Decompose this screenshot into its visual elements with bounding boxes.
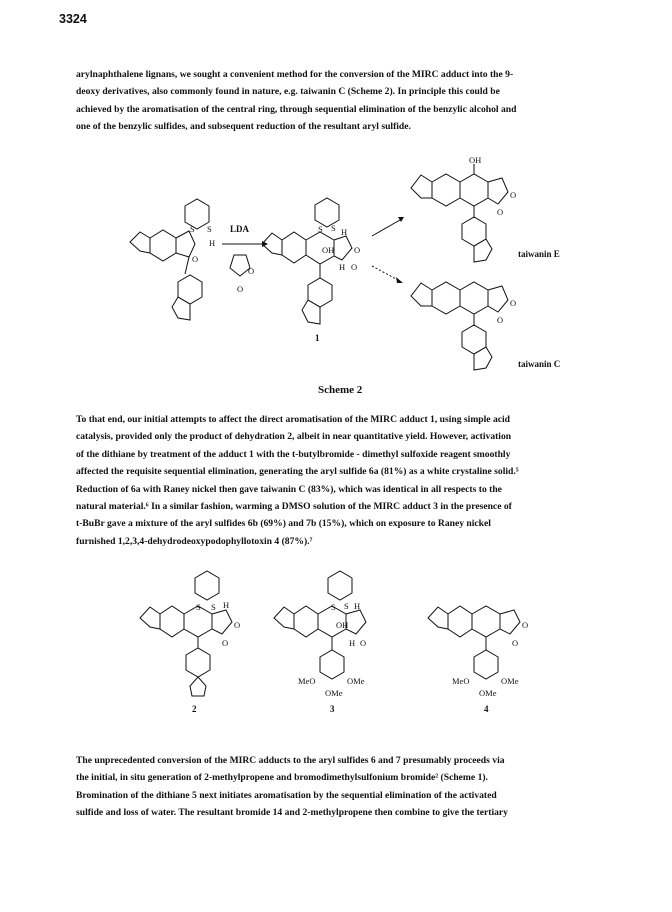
paragraph-mechanism	[76, 752, 612, 822]
structure-compound-3	[274, 571, 366, 679]
atom-s-label: S	[344, 601, 349, 611]
atom-ome-label: OMe	[479, 688, 497, 698]
atom-s-label: S	[331, 602, 336, 612]
atom-o-label: O	[222, 638, 229, 648]
text-line: achieved by the aromatisation of the central ring, through sequential elimination of the benzylic alcohol and	[76, 103, 517, 115]
atom-meo-label: MeO	[298, 676, 316, 686]
paragraph-aromatisation	[76, 411, 612, 550]
atom-s-label: S	[190, 224, 195, 234]
structure-mirc-adduct-1	[262, 198, 352, 324]
text-line: sulfide and loss of water. The resultant bromide 14 and 2-methylpropene then combine to give the tertiary	[76, 807, 508, 819]
scheme-caption: Scheme 2	[318, 384, 363, 396]
text-line: one of the benzylic sulfides, and subsequent reduction of the resultant aryl sulfide.	[76, 121, 411, 133]
compound-label-2: 2	[192, 704, 197, 714]
structure-compound-2	[140, 571, 232, 696]
text-line: arylnaphthalene lignans, we sought a convenient method for the conversion of the MIRC adduct into the 9-	[76, 69, 514, 80]
text-line: of the dithiane by treatment of the adduct 1 with the t-butylbromide - dimethyl sulfoxide reagent smoothly	[76, 448, 511, 460]
atom-o-label: O	[512, 638, 519, 648]
atom-o-label: O	[497, 207, 504, 217]
reagent-lda: LDA	[230, 224, 250, 234]
atom-oh-label: OH	[469, 155, 482, 165]
text-line: The unprecedented conversion of the MIRC adducts to the aryl sulfides 6 and 7 presumably proceeds via	[76, 755, 505, 766]
text-line: Bromination of the dithiane 5 next initiates aromatisation by the sequential elimination of the activated	[76, 789, 497, 801]
compound-label-1: 1	[315, 333, 320, 343]
atom-o-label: O	[360, 638, 367, 648]
atom-ome-label: OMe	[501, 676, 519, 686]
atom-ome-label: OMe	[325, 688, 343, 698]
structure-taiwanin-e	[411, 164, 508, 262]
compound-label-4: 4	[484, 704, 489, 714]
text-line: the initial, in situ generation of 2-methylpropene and bromodimethylsulfonium bromide² (Scheme 1).	[76, 772, 488, 784]
text-line: To that end, our initial attempts to affect the direct aromatisation of the MIRC adduct 1, using simple acid	[76, 414, 511, 425]
atom-o-label: O	[192, 254, 199, 264]
atom-h-label: H	[349, 638, 356, 648]
text-line: Reduction of 6a with Raney nickel then gave taiwanin C (83%), which was identical in all respects to the	[76, 483, 502, 495]
atom-h-label: H	[354, 601, 361, 611]
atom-h-label: H	[209, 238, 216, 248]
atom-o-label: O	[237, 284, 244, 294]
atom-o-label: O	[234, 620, 241, 630]
atom-o-label: O	[248, 266, 255, 276]
atom-s-label: S	[196, 602, 201, 612]
atom-s-label: S	[318, 224, 323, 234]
atom-meo-label: MeO	[452, 676, 470, 686]
atom-s-label: S	[211, 602, 216, 612]
label-taiwanin-e: taiwanin E	[518, 249, 560, 259]
atom-o-label: O	[510, 298, 517, 308]
text-line: natural material.⁶ In a similar fashion, warming a DMSO solution of the MIRC adduct 3 in the presence of	[76, 501, 512, 513]
atom-oh-label: OH	[336, 620, 349, 630]
label-taiwanin-c: taiwanin C	[518, 359, 561, 369]
text-line: furnished 1,2,3,4-dehydrodeoxypodophyllotoxin 4 (87%).⁷	[76, 535, 313, 547]
atom-h-label: H	[223, 600, 230, 610]
atom-ome-label: OMe	[347, 676, 365, 686]
atom-s-label: S	[331, 223, 336, 233]
atom-o-label: O	[354, 245, 361, 255]
text-line: t-BuBr gave a mixture of the aryl sulfides 6b (69%) and 7b (15%), which on exposure to Raney nickel	[76, 518, 491, 530]
text-line: catalysis, provided only the product of dehydration 2, albeit in near quantitative yield. However, activation	[76, 431, 512, 443]
structure-taiwanin-c	[411, 282, 508, 370]
atom-o-label: O	[522, 620, 529, 630]
structure-compound-4	[428, 606, 520, 679]
compound-label-3: 3	[330, 704, 335, 714]
page-number: 3324	[59, 12, 87, 26]
atom-o-label: O	[351, 262, 358, 272]
atom-o-label: O	[510, 190, 517, 200]
atom-o-label: O	[497, 315, 504, 325]
atom-oh-label: OH	[322, 245, 335, 255]
text-line: deoxy derivatives, also commonly found in nature, e.g. taiwanin C (Scheme 2). In principle this could be	[76, 86, 500, 98]
atom-s-label: S	[207, 224, 212, 234]
atom-h-label: H	[339, 262, 346, 272]
atom-h-label: H	[341, 227, 348, 237]
text-line: affected the requisite sequential elimination, generating the aryl sulfide 6a (81%) as a white crystaline solid.⁵	[76, 466, 519, 478]
